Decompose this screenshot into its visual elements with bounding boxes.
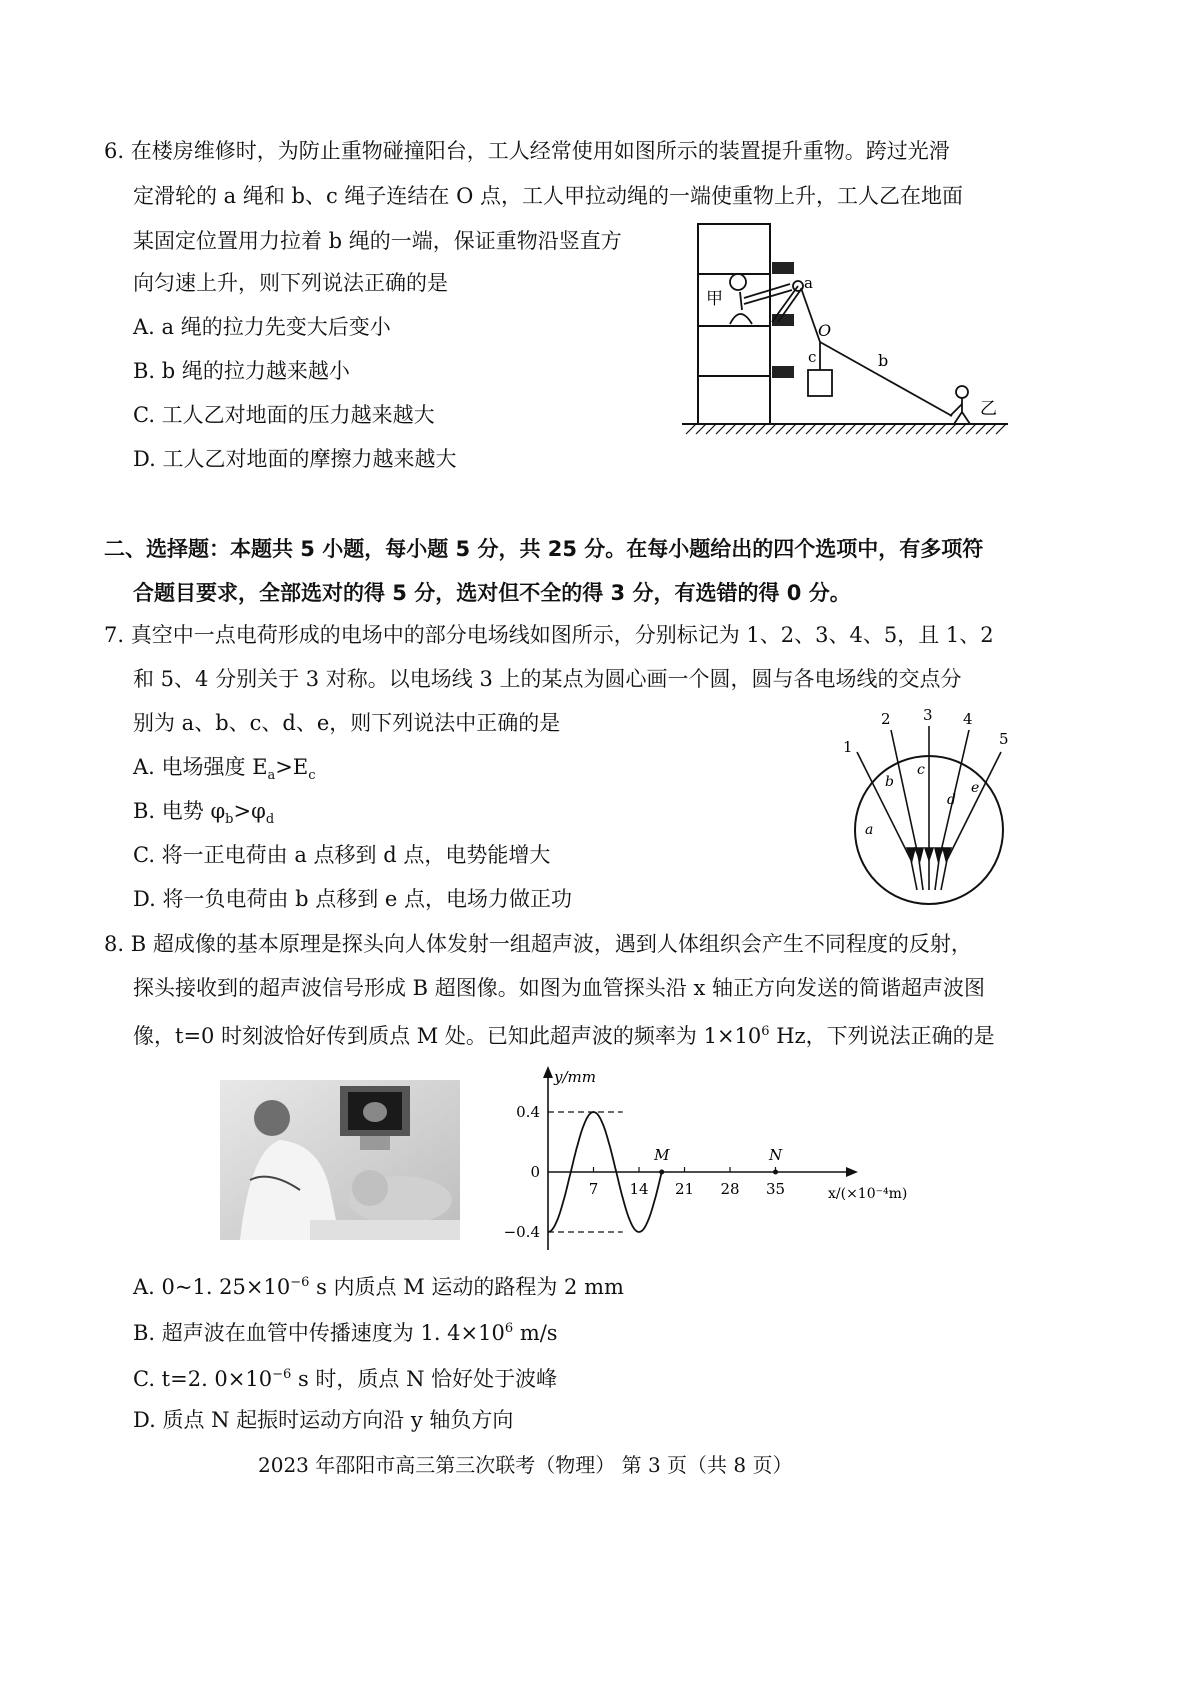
q6-line-3: 某固定位置用力拉着 b 绳的一端，保证重物沿竖直方 — [133, 229, 622, 253]
q7-point-b: b — [885, 774, 894, 790]
y-tick-label: 0.4 — [516, 1103, 540, 1121]
q6-pulley-figure — [680, 222, 1010, 440]
point-n-marker — [773, 1170, 778, 1175]
q8-line-2: 探头接收到的超声波信号形成 B 超图像。如图为血管探头沿 x 轴正方向发送的简谐超声波图 — [133, 976, 985, 1000]
q7-line-label-4: 4 — [963, 710, 973, 728]
x-axis-arrow — [846, 1167, 858, 1177]
q6-label-jia: 甲 — [706, 289, 723, 309]
q7-option-c: C. 将一正电荷由 a 点移到 d 点，电势能增大 — [133, 843, 551, 867]
q6-label-c: c — [808, 348, 817, 366]
x-tick-label: 35 — [765, 1180, 786, 1198]
q7-line-label-1: 1 — [843, 738, 853, 756]
q8-line-1: 8. B 超成像的基本原理是探头向人体发射一组超声波，遇到人体组织会产生不同程度的反射， — [104, 932, 972, 956]
ultrasound-photo — [220, 1080, 460, 1240]
q7-line-label-3: 3 — [923, 706, 933, 724]
y-tick-label: −0.4 — [503, 1223, 540, 1241]
q8-option-c: C. t=2. $0\times 10^{-6}$ s 时，质点 N 恰好处于波峰 — [133, 1367, 558, 1391]
q7-line-label-2: 2 — [881, 710, 891, 728]
q7-point-d: d — [947, 792, 956, 808]
q6-label-b: b — [878, 351, 889, 370]
y-tick-label: 0 — [530, 1163, 540, 1181]
q6-label-yi: 乙 — [980, 399, 997, 419]
y-axis-label: y/mm — [554, 1068, 596, 1086]
q8-line-3: 像，t=0 时刻波恰好传到质点 M 处。已知此超声波的频率为 $1\times 10^6$ Hz，下列说法正确的是 — [133, 1024, 995, 1048]
q7-line-2: 和 5、4 分别关于 3 对称。以电场线 3 上的某点为圆心画一个圆，圆与各电场线的交点分 — [133, 667, 962, 691]
q8-option-d: D. 质点 N 起振时运动方向沿 y 轴负方向 — [133, 1408, 514, 1432]
q6-line-2: 定滑轮的 a 绳和 b、c 绳子连结在 O 点，工人甲拉动绳的一端使重物上升，工人乙在地面 — [133, 184, 963, 208]
x-tick-label: 14 — [629, 1180, 649, 1198]
q7-point-a: a — [865, 822, 874, 838]
q7-field-lines-figure — [835, 700, 1035, 906]
point-m-marker — [659, 1170, 664, 1175]
q8-option-a: A. 0~1. $25\times 10^{-6}$ s 内质点 M 运动的路程为 2 mm — [133, 1275, 624, 1299]
page-footer: 2023 年邵阳市高三第三次联考（物理） 第 3 页（共 8 页） — [258, 1453, 793, 1477]
q6-option-a: A. a 绳的拉力先变大后变小 — [133, 315, 391, 339]
q6-option-b: B. b 绳的拉力越来越小 — [133, 359, 350, 383]
q8-option-b: B. 超声波在血管中传播速度为 1. $4\times 10^6$ m/s — [133, 1321, 558, 1345]
q7-line-1: 7. 真空中一点电荷形成的电场中的部分电场线如图所示，分别标记为 1、2、3、4、5，且 1、2 — [104, 623, 994, 647]
q7-option-d: D. 将一负电荷由 b 点移到 e 点，电场力做正功 — [133, 887, 573, 911]
q6-line-4: 向匀速上升，则下列说法正确的是 — [133, 271, 448, 295]
q6-label-o: O — [818, 321, 832, 340]
q6-line-1: 6. 在楼房维修时，为防止重物碰撞阳台，工人经常使用如图所示的装置提升重物。跨过光滑 — [104, 139, 950, 163]
wave-chart — [490, 1060, 930, 1260]
q7-line-3: 别为 a、b、c、d、e，则下列说法中正确的是 — [133, 711, 561, 735]
x-tick-label: 7 — [588, 1180, 599, 1198]
q7-point-e: e — [971, 780, 980, 796]
q7-line-label-5: 5 — [999, 730, 1009, 748]
q6-option-d: D. 工人乙对地面的摩擦力越来越大 — [133, 447, 457, 471]
x-tick-label: 28 — [720, 1180, 740, 1198]
y-axis-arrow — [543, 1066, 553, 1078]
section-2-header-line-1: 二、选择题：本题共 5 小题，每小题 5 分，共 25 分。在每小题给出的四个选项中，有多项符 — [104, 537, 984, 561]
q7-option-a: A. 电场强度 $E_a>E_c$ — [133, 755, 316, 784]
q6-option-c: C. 工人乙对地面的压力越来越大 — [133, 403, 435, 427]
x-axis-label: x/(×10⁻⁴m) — [828, 1186, 908, 1202]
q6-label-a: a — [804, 274, 813, 292]
point-m-label: M — [654, 1146, 670, 1164]
x-tick-label: 21 — [674, 1180, 695, 1198]
q7-option-b: B. 电势 $\varphi_b>\varphi_d$ — [133, 799, 275, 828]
point-n-label: N — [768, 1146, 783, 1164]
q7-point-c: c — [917, 762, 925, 778]
section-2-header-line-2: 合题目要求，全部选对的得 5 分，选对但不全的得 3 分，有选错的得 0 分。 — [133, 581, 851, 605]
